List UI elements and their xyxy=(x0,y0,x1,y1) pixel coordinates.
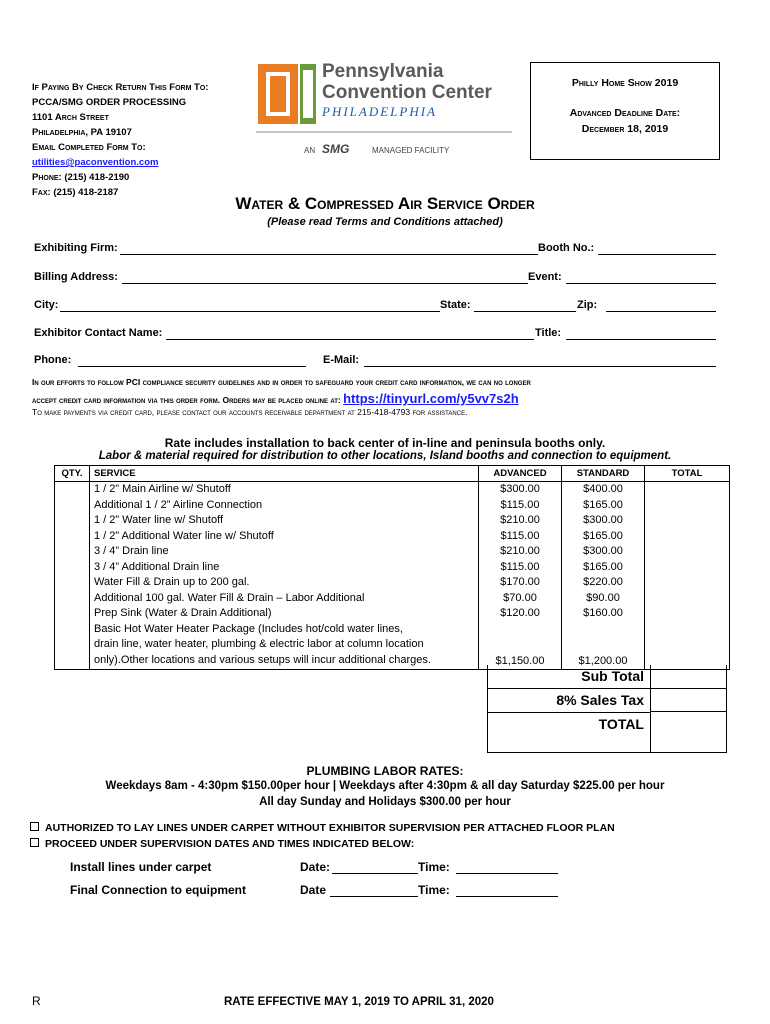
service-header: SERVICE xyxy=(90,466,479,482)
qty-cell[interactable] xyxy=(55,482,90,498)
install-label: Install lines under carpet xyxy=(70,860,212,874)
qty-cell[interactable] xyxy=(55,529,90,545)
qty-cell[interactable] xyxy=(55,498,90,514)
service-cell: Prep Sink (Water & Drain Additional) xyxy=(90,606,479,622)
booth-no-label: Booth No.: xyxy=(538,242,595,254)
service-cell: Additional 1 / 2” Airline Connection xyxy=(90,498,479,514)
fax-number: Fax: (215) 418-2187 xyxy=(32,187,119,198)
qty-cell[interactable] xyxy=(55,606,90,622)
table-row xyxy=(55,606,730,622)
table-row xyxy=(55,591,730,607)
final-date-field[interactable] xyxy=(330,896,418,897)
standard-price: $90.00 xyxy=(562,591,645,607)
standard-price: $165.00 xyxy=(562,498,645,514)
advanced-header: ADVANCED xyxy=(479,466,562,482)
booth-no-field[interactable] xyxy=(598,254,716,255)
labor-line2: All day Sunday and Holidays $300.00 per hour xyxy=(259,796,511,808)
contact-name-label: Exhibitor Contact Name: xyxy=(34,327,163,339)
standard-price: $220.00 xyxy=(562,575,645,591)
supervision-checkbox[interactable] xyxy=(30,838,39,847)
exhibiting-firm-label: Exhibiting Firm: xyxy=(34,242,118,254)
show-deadline-box xyxy=(530,62,720,160)
qty-cell[interactable] xyxy=(55,560,90,576)
advanced-price: $210.00 xyxy=(479,544,562,560)
advanced-price: $115.00 xyxy=(479,560,562,576)
exhibiting-firm-field[interactable] xyxy=(120,254,538,255)
heater-line3: only).Other locations and various setups will incur additional charges. xyxy=(94,653,431,666)
total-cell[interactable] xyxy=(645,560,730,576)
advanced-price: $120.00 xyxy=(479,606,562,622)
standard-price: $400.00 xyxy=(562,482,645,498)
service-cell: 1 / 2” Water line w/ Shutoff xyxy=(90,513,479,529)
logo-mark xyxy=(256,60,512,160)
install-date-field[interactable] xyxy=(332,873,418,874)
total-cell[interactable] xyxy=(645,529,730,545)
authorize-checkbox[interactable] xyxy=(30,822,39,831)
table-row xyxy=(55,560,730,576)
deadline-label: Advanced Deadline Date: xyxy=(569,107,681,119)
pci-notice-line2: accept credit card information via this order form. Orders may be placed online at: xyxy=(32,395,341,405)
total-label: TOTAL xyxy=(598,716,644,732)
logo-name-2: Convention Center xyxy=(322,82,492,103)
street-address: 1101 Arch Street xyxy=(32,112,109,123)
billing-address-label: Billing Address: xyxy=(34,271,118,283)
heater-line1: Basic Hot Water Heater Package (Includes hot/cold water lines, xyxy=(94,622,403,635)
standard-price: $300.00 xyxy=(562,544,645,560)
city-address: Philadelphia, PA 19107 xyxy=(32,127,132,138)
zip-label: Zip: xyxy=(577,299,598,311)
return-instruction: If Paying By Check Return This Form To: xyxy=(32,82,209,93)
title-label: Title: xyxy=(535,327,562,339)
advanced-price: $70.00 xyxy=(479,591,562,607)
qty-cell[interactable] xyxy=(55,544,90,560)
final-date-label: Date xyxy=(300,883,327,897)
table-row xyxy=(55,544,730,560)
qty-cell[interactable] xyxy=(55,575,90,591)
email-link[interactable]: utilities@paconvention.com xyxy=(32,157,159,168)
table-row xyxy=(55,498,730,514)
qty-cell[interactable] xyxy=(55,622,90,670)
standard-price: $1,200.00 xyxy=(562,622,645,670)
total-cell[interactable] xyxy=(645,482,730,498)
total-cell[interactable] xyxy=(645,544,730,560)
standard-price: $160.00 xyxy=(562,606,645,622)
zip-field[interactable] xyxy=(606,311,716,312)
logo-name-1: Pennsylvania xyxy=(322,61,444,82)
final-connection-label: Final Connection to equipment xyxy=(70,883,246,897)
logo-tag-post: MANAGED FACILITY xyxy=(372,146,450,155)
final-time-label: Time: xyxy=(418,883,450,897)
service-cell: 3 / 4” Drain line xyxy=(90,544,479,560)
total-cell[interactable] xyxy=(645,622,730,670)
logo-tag-pre: AN xyxy=(304,146,316,155)
deadline-date: December 18, 2019 xyxy=(581,123,669,135)
table-row-heater xyxy=(55,622,730,670)
service-cell xyxy=(90,622,479,670)
advanced-price: $1,150.00 xyxy=(479,622,562,670)
processing-dept: PCCA/SMG ORDER PROCESSING xyxy=(32,97,187,108)
standard-header: STANDARD xyxy=(562,466,645,482)
advanced-price: $170.00 xyxy=(479,575,562,591)
service-cell: Water Fill & Drain up to 200 gal. xyxy=(90,575,479,591)
pci-notice-line3: To make payments via credit card, please contact our accounts receivable department at 215-418-4793 for assistance. xyxy=(32,407,468,417)
table-row xyxy=(55,529,730,545)
table-row xyxy=(55,575,730,591)
totals-divider xyxy=(651,688,727,689)
labor-line1: Weekdays 8am - 4:30pm $150.00per hour | Weekdays after 4:30pm & all day Saturday $225.00 per hour xyxy=(105,780,665,792)
return-address-block xyxy=(32,80,208,200)
email-label: E-Mail: xyxy=(323,354,360,366)
authorize-label: AUTHORIZED TO LAY LINES UNDER CARPET WITHOUT EXHIBITOR SUPERVISION PER ATTACHED FLOOR PLAN xyxy=(45,822,615,834)
service-rate-table xyxy=(54,465,730,670)
qty-cell[interactable] xyxy=(55,513,90,529)
total-cell[interactable] xyxy=(645,513,730,529)
standard-price: $300.00 xyxy=(562,513,645,529)
page-title: Water & Compressed Air Service Order xyxy=(235,194,535,213)
city-label: City: xyxy=(34,299,59,311)
install-time-label: Time: xyxy=(418,860,450,874)
total-header: TOTAL xyxy=(645,466,730,482)
final-time-field[interactable] xyxy=(456,896,558,897)
totals-divider xyxy=(651,711,727,712)
install-time-field[interactable] xyxy=(456,873,558,874)
qty-header: QTY. xyxy=(55,466,90,482)
totals-amount-column[interactable] xyxy=(651,665,727,753)
service-cell: 1 / 2” Additional Water line w/ Shutoff xyxy=(90,529,479,545)
rate-effective-note: RATE EFFECTIVE MAY 1, 2019 TO APRIL 31, 2020 xyxy=(224,996,494,1008)
service-cell: 1 / 2” Main Airline w/ Shutoff xyxy=(90,482,479,498)
city-field[interactable] xyxy=(60,311,440,312)
service-cell: 3 / 4” Additional Drain line xyxy=(90,560,479,576)
billing-address-field[interactable] xyxy=(122,283,528,284)
install-date-label: Date: xyxy=(300,860,331,874)
logo-city: PHILADELPHIA xyxy=(322,104,437,119)
table-row xyxy=(55,513,730,529)
order-online-link[interactable]: https://tinyurl.com/y5vv7s2h xyxy=(343,391,519,406)
rate-note-line1: Rate includes installation to back center of in-line and peninsula booths only. xyxy=(164,436,606,450)
total-cell[interactable] xyxy=(645,498,730,514)
phone-label: Phone: xyxy=(34,354,72,366)
event-field[interactable] xyxy=(566,283,716,284)
qty-cell[interactable] xyxy=(55,591,90,607)
total-cell[interactable] xyxy=(645,606,730,622)
event-label: Event: xyxy=(528,271,562,283)
totals-box xyxy=(487,665,651,753)
advanced-price: $210.00 xyxy=(479,513,562,529)
revision-mark: R xyxy=(32,994,41,1008)
total-cell[interactable] xyxy=(645,591,730,607)
pci-notice-line1: In our efforts to follow PCI compliance security guidelines and in order to safeguard your credit card information, we can no longer xyxy=(32,377,531,387)
standard-price: $165.00 xyxy=(562,529,645,545)
email-instruction: Email Completed Form To: xyxy=(32,142,146,153)
rate-note-line2: Labor & material required for distribution to other locations, Island booths and connection to equipment. xyxy=(98,450,672,462)
page-subtitle: (Please read Terms and Conditions attached) xyxy=(267,216,503,228)
phone-field[interactable] xyxy=(78,366,306,367)
subtotal-label: Sub Total xyxy=(488,665,650,689)
total-cell[interactable] xyxy=(645,575,730,591)
labor-title: PLUMBING LABOR RATES: xyxy=(306,764,464,778)
standard-price: $165.00 xyxy=(562,560,645,576)
phone-number: Phone: (215) 418-2190 xyxy=(32,172,130,183)
advanced-price: $115.00 xyxy=(479,498,562,514)
title-field[interactable] xyxy=(566,339,716,340)
contact-name-field[interactable] xyxy=(166,339,534,340)
convention-center-logo xyxy=(256,60,512,160)
advanced-price: $300.00 xyxy=(479,482,562,498)
state-field[interactable] xyxy=(474,311,576,312)
email-field[interactable] xyxy=(364,366,716,367)
supervision-label: PROCEED UNDER SUPERVISION DATES AND TIMES INDICATED BELOW: xyxy=(45,838,415,850)
service-cell: Additional 100 gal. Water Fill & Drain – Labor Additional xyxy=(90,591,479,607)
sales-tax-label: 8% Sales Tax xyxy=(488,689,650,713)
state-label: State: xyxy=(440,299,471,311)
advanced-price: $115.00 xyxy=(479,529,562,545)
smg-logo: SMG xyxy=(322,142,350,156)
show-name: Philly Home Show 2019 xyxy=(571,77,679,89)
table-row xyxy=(55,482,730,498)
heater-line2: drain line, water heater, plumbing & electric labor at column location xyxy=(94,638,424,650)
